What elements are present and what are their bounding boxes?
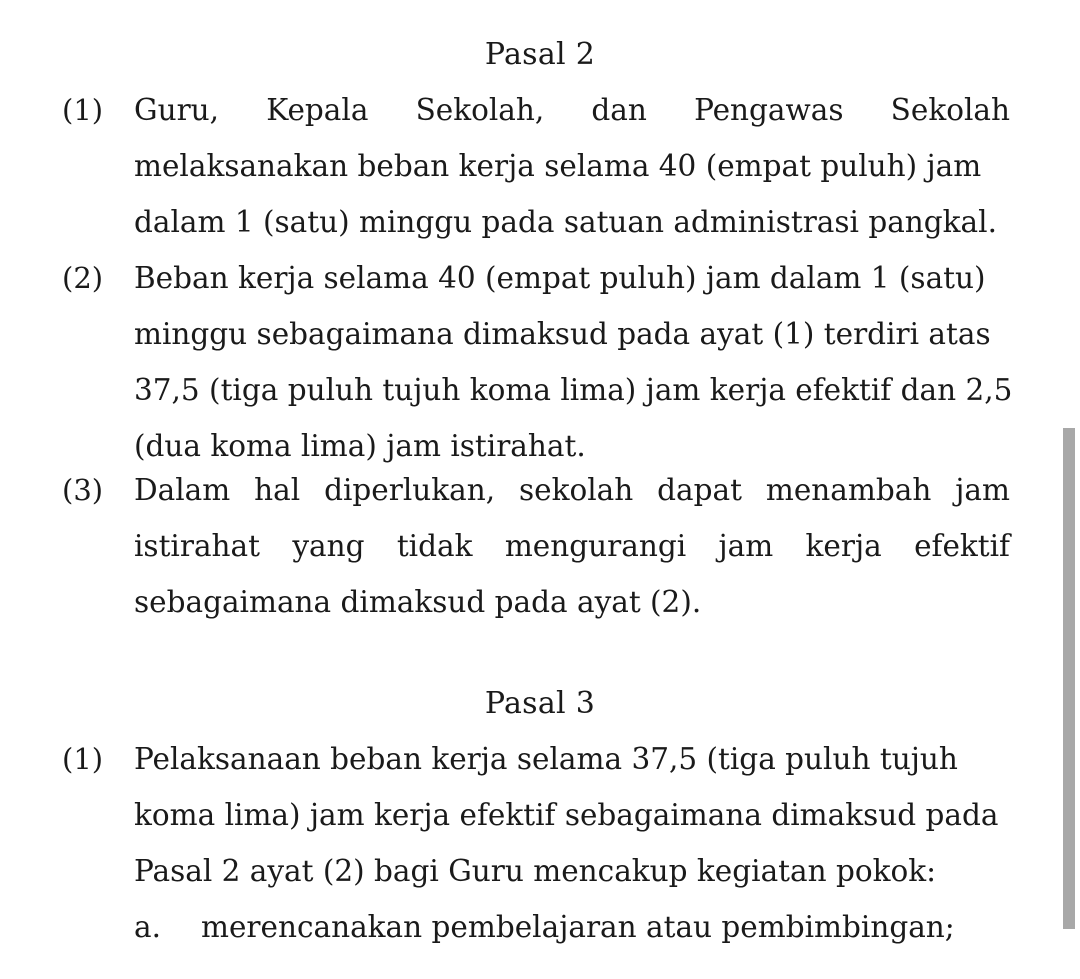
word: yang <box>292 529 365 563</box>
word: Kepala <box>266 93 369 127</box>
ayat-line: Pasal 2 ayat (2) bagi Guru mencakup kegiatan pokok: <box>134 854 937 888</box>
ayat-line: melaksanakan beban kerja selama 40 (empat puluh) jam <box>134 149 982 183</box>
word: tidak <box>396 529 473 563</box>
word: sekolah <box>519 473 634 507</box>
word: dapat <box>657 473 742 507</box>
word: jam <box>718 529 774 563</box>
word: diperlukan, <box>324 473 496 507</box>
word: jam <box>955 473 1010 507</box>
ayat-line <box>134 462 1010 518</box>
word: menambah <box>765 473 932 507</box>
word: Dalam <box>134 473 231 507</box>
ayat-number: (2) <box>62 261 104 295</box>
ayat-number: (3) <box>62 473 104 507</box>
word: Guru, <box>134 93 220 127</box>
word: istirahat <box>134 529 260 563</box>
vertical-scrollbar[interactable] <box>1063 428 1075 929</box>
word: hal <box>254 473 301 507</box>
word: Pengawas <box>694 93 844 127</box>
ayat-line: Pelaksanaan beban kerja selama 37,5 (tiga puluh tujuh <box>134 742 958 776</box>
word: Sekolah, <box>415 93 545 127</box>
word: Sekolah <box>890 93 1010 127</box>
ayat-line: minggu sebagaimana dimaksud pada ayat (1) terdiri atas <box>134 317 991 351</box>
ayat-line: koma lima) jam kerja efektif sebagaimana dimaksud pada <box>134 798 999 832</box>
ayat-line: 37,5 (tiga puluh tujuh koma lima) jam kerja efektif dan 2,5 <box>134 373 1013 407</box>
ayat-line: Beban kerja selama 40 (empat puluh) jam dalam 1 (satu) <box>134 261 986 295</box>
word: efektif <box>914 529 1010 563</box>
ayat-line <box>134 518 1010 574</box>
ayat-line <box>134 82 1010 138</box>
ayat-number: (1) <box>62 93 104 127</box>
word: dan <box>591 93 647 127</box>
sub-item-letter: a. <box>134 910 161 944</box>
pasal-3-heading: Pasal 3 <box>484 686 596 721</box>
ayat-line: (dua koma lima) jam istirahat. <box>134 429 586 463</box>
ayat-line: dalam 1 (satu) minggu pada satuan administrasi pangkal. <box>134 205 997 239</box>
word: mengurangi <box>504 529 687 563</box>
sub-item-text: merencanakan pembelajaran atau pembimbingan; <box>201 910 955 944</box>
pasal-2-heading: Pasal 2 <box>484 37 596 72</box>
word: kerja <box>805 529 882 563</box>
ayat-number: (1) <box>62 742 104 776</box>
ayat-line: sebagaimana dimaksud pada ayat (2). <box>134 585 702 619</box>
